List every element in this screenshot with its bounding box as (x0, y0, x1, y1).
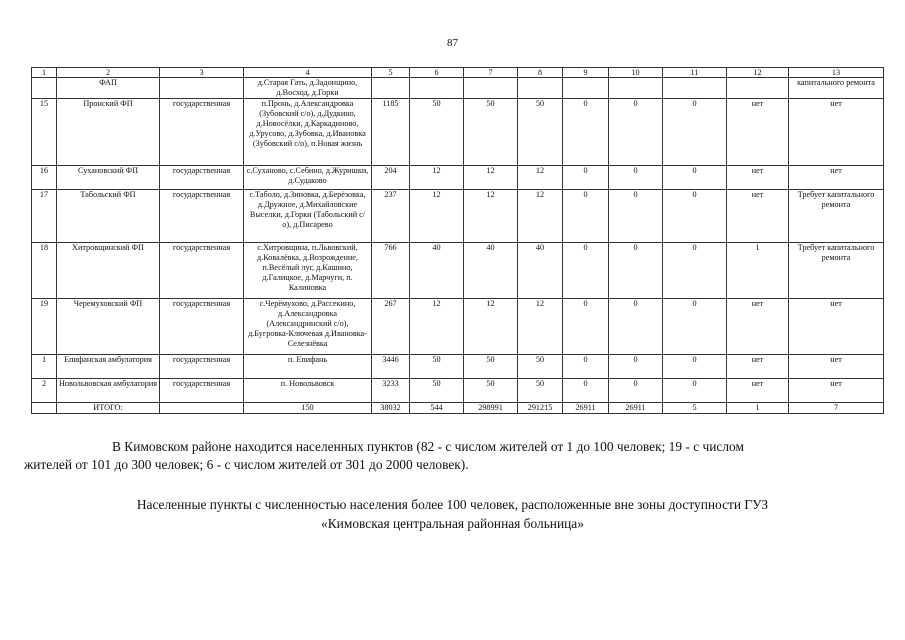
column-number-7: 7 (464, 68, 518, 78)
settlements-paragraph (24, 438, 868, 473)
table-cell-c13: нет (789, 299, 884, 355)
table-cell-c6: 12 (410, 166, 464, 190)
table-cell-c8: 40 (518, 243, 563, 299)
table-cell-c8: 12 (518, 190, 563, 243)
table-cell-c9: 0 (563, 190, 609, 243)
table-cell-c1: 19 (32, 299, 57, 355)
table-cell-c12: нет (727, 299, 789, 355)
table-cell-c7: 50 (464, 379, 518, 403)
table-cell-c3: государственная (160, 243, 244, 299)
table-header-row (32, 68, 884, 78)
table-cell-c12: нет (727, 379, 789, 403)
table-cell-c11: 0 (663, 299, 727, 355)
table-cell-c1: 18 (32, 243, 57, 299)
column-number-12: 12 (727, 68, 789, 78)
table-cell-c3: государственная (160, 166, 244, 190)
table-cell-c6: 40 (410, 243, 464, 299)
table-cell-c9: 0 (563, 166, 609, 190)
table-cell-c9: 0 (563, 355, 609, 379)
table-cell-c3: государственная (160, 99, 244, 166)
table-row (32, 243, 884, 299)
table-cell-c1 (32, 78, 57, 99)
table-cell-c4: д.Старая Гать, д.Задонщино, д.Восход, д.Горки (244, 78, 372, 99)
column-number-2: 2 (57, 68, 160, 78)
table-cell-c2: Табольский ФП (57, 190, 160, 243)
table-cell-c3 (160, 78, 244, 99)
table-cell-c8: 12 (518, 166, 563, 190)
table-cell-c9: 0 (563, 99, 609, 166)
table-cell-c2: ФАП (57, 78, 160, 99)
table-cell-c6: 50 (410, 379, 464, 403)
table-cell-c4: п. Епифань (244, 355, 372, 379)
table-cell-c1 (32, 403, 57, 414)
column-number-6: 6 (410, 68, 464, 78)
settlements-paragraph-line2: жителей от 101 до 300 человек; 6 - с числом жителей от 301 до 2000 человек). (24, 456, 469, 472)
column-number-4: 4 (244, 68, 372, 78)
column-number-8: 8 (518, 68, 563, 78)
table-row (32, 99, 884, 166)
column-number-13: 13 (789, 68, 884, 78)
table-cell-c13: Требует капитального ремонта (789, 243, 884, 299)
table-cell-c6: 12 (410, 190, 464, 243)
table-cell-c4: с.Хитровщина, п.Львовский, д.Ковалёвка, д.Возрождение, п.Весёлый луг, д.Кашино, д.Галицкое, д.Марчуги, п. Калиновка (244, 243, 372, 299)
table-cell-c10: 0 (609, 379, 663, 403)
table-cell-c8: 50 (518, 99, 563, 166)
column-number-1: 1 (32, 68, 57, 78)
table-cell-c13: нет (789, 99, 884, 166)
table-cell-c5: 267 (372, 299, 410, 355)
table-cell-c11: 0 (663, 355, 727, 379)
table-cell-c3: государственная (160, 299, 244, 355)
table-cell-c2: Епифанская амбулатория (57, 355, 160, 379)
column-number-9: 9 (563, 68, 609, 78)
table-cell-c8 (518, 78, 563, 99)
table-cell-c11: 0 (663, 243, 727, 299)
table-cell-c8: 12 (518, 299, 563, 355)
table-cell-c10: 0 (609, 166, 663, 190)
table-cell-c12: нет (727, 166, 789, 190)
table-row (32, 379, 884, 403)
table-cell-c4: с.Суханово, с.Себино, д.Журишки, д.Судаково (244, 166, 372, 190)
table-cell-c8: 50 (518, 355, 563, 379)
table-cell-c7: 12 (464, 166, 518, 190)
table-cell-c13: Требует капитального ремонта (789, 190, 884, 243)
total-label: ИТОГО: (57, 403, 160, 414)
table-cell-c12: нет (727, 99, 789, 166)
table-cell-c10: 0 (609, 299, 663, 355)
table-cell-c1: 2 (32, 379, 57, 403)
settlements-paragraph-line1: В Кимовском районе находится населенных пунктов (82 - с числом жителей от 1 до 100 человек; 19 - с числом (112, 439, 744, 454)
table-cell-c2: Пронский ФП (57, 99, 160, 166)
table-cell-c4: п.Пронь, д.Александровка (Зубовский с/о), д.Дудкино, д.Новосёлки, д.Каркадиново, д.Урусово, д.Зубовка, д.Ивановка (Зубовский с/о), п.Новая жизнь (244, 99, 372, 166)
table-cell-c3 (160, 403, 244, 414)
total-c6: 544 (410, 403, 464, 414)
table-cell-c5: 204 (372, 166, 410, 190)
table-cell-c1: 15 (32, 99, 57, 166)
table-cell-c13: капитального ремонта (789, 78, 884, 99)
table-cell-c11 (663, 78, 727, 99)
column-number-10: 10 (609, 68, 663, 78)
table-cell-c10: 0 (609, 243, 663, 299)
section-heading-line2: «Кимовская центральная районная больница» (321, 516, 584, 531)
table-cell-c6: 50 (410, 355, 464, 379)
table-cell-c1: 16 (32, 166, 57, 190)
section-heading-line1: Населенные пункты с численностью населения более 100 человек, расположенные вне зоны доступности ГУЗ (136, 497, 769, 512)
table-cell-c3: государственная (160, 355, 244, 379)
total-c5: 38032 (372, 403, 410, 414)
table-cell-c9: 0 (563, 299, 609, 355)
table-cell-c12: нет (727, 190, 789, 243)
table-cell-c13: нет (789, 379, 884, 403)
total-c11: 5 (663, 403, 727, 414)
table-cell-c6: 12 (410, 299, 464, 355)
table-cell-c7: 12 (464, 299, 518, 355)
column-number-11: 11 (663, 68, 727, 78)
table-cell-c7: 40 (464, 243, 518, 299)
table-cell-c1: 17 (32, 190, 57, 243)
table-cell-c13: нет (789, 166, 884, 190)
total-c10: 26911 (609, 403, 663, 414)
table-cell-c5: 766 (372, 243, 410, 299)
table-cell-c3: государственная (160, 190, 244, 243)
table-row (32, 190, 884, 243)
table-cell-c10: 0 (609, 99, 663, 166)
table-cell-c11: 0 (663, 99, 727, 166)
total-c7: 298991 (464, 403, 518, 414)
table-cell-c7: 50 (464, 99, 518, 166)
table-cell-c9: 0 (563, 379, 609, 403)
table-cell-c2: Новольвовская амбулатория (57, 379, 160, 403)
table-cell-c9 (563, 78, 609, 99)
table-cell-c4: с.Черёмухово, д.Рассекино, д.Александровка (Александринский с/о), д.Бугровка-Ключевая д.Ивановка-Селезнёвка (244, 299, 372, 355)
table-cell-c5: 1185 (372, 99, 410, 166)
table-cell-c10: 0 (609, 355, 663, 379)
total-c8: 291215 (518, 403, 563, 414)
table-cell-c5: 237 (372, 190, 410, 243)
table-cell-c5: 3233 (372, 379, 410, 403)
page-number: 87 (447, 37, 458, 49)
table-cell-c6: 50 (410, 99, 464, 166)
total-c4: 150 (244, 403, 372, 414)
table-cell-c11: 0 (663, 379, 727, 403)
total-c13: 7 (789, 403, 884, 414)
table-row (32, 299, 884, 355)
column-number-5: 5 (372, 68, 410, 78)
table-total-row (32, 403, 884, 414)
total-c9: 26911 (563, 403, 609, 414)
table-row (32, 355, 884, 379)
table-cell-c12 (727, 78, 789, 99)
table-cell-c12: нет (727, 355, 789, 379)
table-cell-c5 (372, 78, 410, 99)
total-c12: 1 (727, 403, 789, 414)
table-cell-c10 (609, 78, 663, 99)
table-cell-c7: 50 (464, 355, 518, 379)
table-cell-c3: государственная (160, 379, 244, 403)
table-cell-c5: 3446 (372, 355, 410, 379)
table-row (32, 78, 884, 99)
table-cell-c13: нет (789, 355, 884, 379)
facilities-table (31, 67, 884, 414)
table-cell-c2: Сухановский ФП (57, 166, 160, 190)
column-number-3: 3 (160, 68, 244, 78)
table-cell-c12: 1 (727, 243, 789, 299)
table-row (32, 166, 884, 190)
table-cell-c10: 0 (609, 190, 663, 243)
table-cell-c4: с.Таболо, д.Зиновка, д.Берёзовка, д.Дружное, д.Михайловские Выселки, д.Горки (Табольский с/о), д.Писарево (244, 190, 372, 243)
table-cell-c4: п. Новольвовск (244, 379, 372, 403)
table-cell-c11: 0 (663, 166, 727, 190)
table-cell-c1: 1 (32, 355, 57, 379)
table-cell-c2: Черемуховский ФП (57, 299, 160, 355)
table-cell-c2: Хитровщинский ФП (57, 243, 160, 299)
table-cell-c6 (410, 78, 464, 99)
table-cell-c11: 0 (663, 190, 727, 243)
table-cell-c8: 50 (518, 379, 563, 403)
table-cell-c7 (464, 78, 518, 99)
table-cell-c9: 0 (563, 243, 609, 299)
table-cell-c7: 12 (464, 190, 518, 243)
